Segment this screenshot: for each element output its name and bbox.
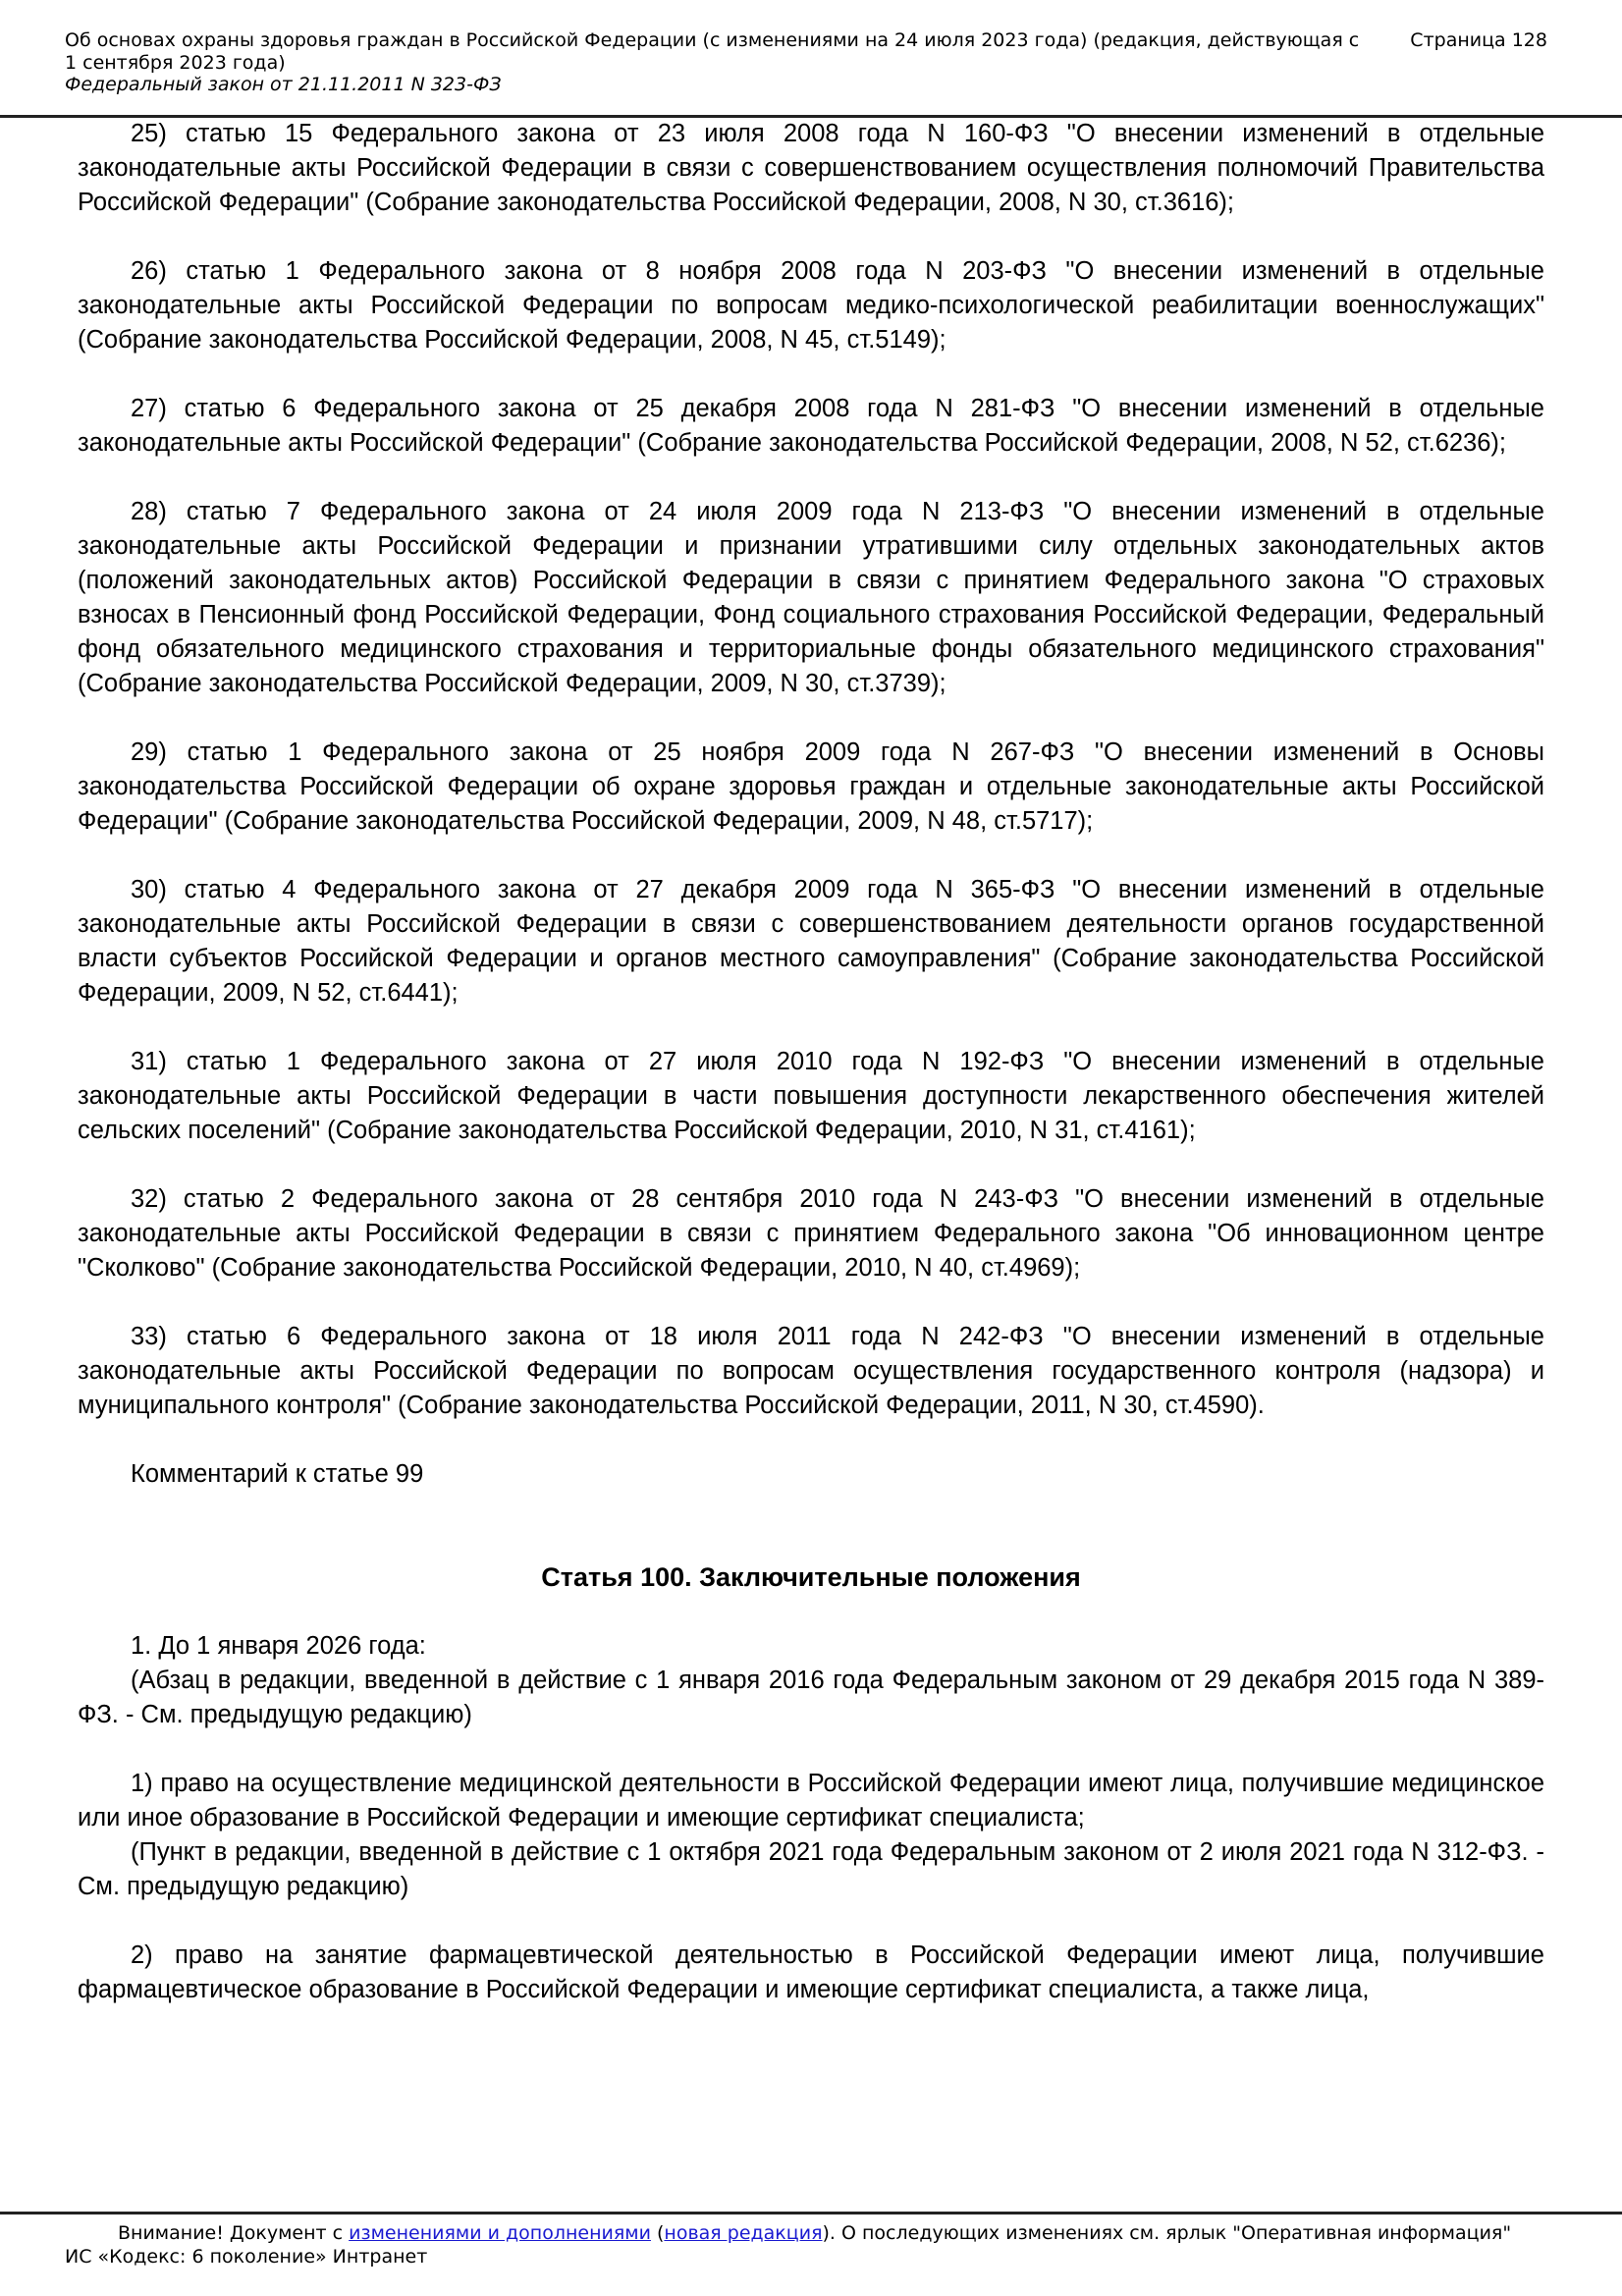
list-item-33: 33) статью 6 Федерального закона от 18 июля 2011 года N 242-ФЗ "О внесении изменений в отдельные законодательные акты Российской Федерации по вопросам осуществления государственного контроля (надзора) и муниципального контроля" (Собрание законодательства Российской Федерации, 2011, N 30, ст.4590). <box>78 1323 1544 1419</box>
page-footer <box>65 2221 1557 2269</box>
list-item-30: 30) статью 4 Федерального закона от 27 декабря 2009 года N 365-ФЗ "О внесении изменений в отдельные законодательные акты Российской Федерации в связи с совершенствованием деятельности органов государственной власти субъектов Российской Федерации и органов местного самоуправления" (Собрание законодательства Российской Федерации, 2009, N 52, ст.6441); <box>78 876 1544 1007</box>
document-title: Об основах охраны здоровья граждан в Российской Федерации (с изменениями на 24 июля 2023 года) (редакция, действующая с 1 сентября 2023 года) <box>65 29 1360 74</box>
changes-link[interactable]: изменениями и дополнениями <box>349 2222 651 2244</box>
list-item-32: 32) статью 2 Федерального закона от 28 сентября 2010 года N 243-ФЗ "О внесении изменений в отдельные законодательные акты Российской Федерации в связи с принятием Федерального закона "Об инновационном центре "Сколково" (Собрание законодательства Российской Федерации, 2010, N 40, ст.4969); <box>78 1185 1544 1282</box>
footer-divider <box>0 2212 1622 2214</box>
notice-prefix: Внимание! Документ с <box>118 2222 350 2244</box>
article-item-1: 1) право на осуществление медицинской деятельности в Российской Федерации имеют лица, получившие медицинское или иное образование в Российской Федерации и имеющие сертификат специалиста; <box>78 1770 1544 1831</box>
system-name: ИС «Кодекс: 6 поколение» Интранет <box>65 2246 428 2268</box>
edition-note-2: (Пункт в редакции, введенной в действие с 1 октября 2021 года Федеральным законом от 2 июля 2021 года N 312-ФЗ. - См. предыдущую редакцию) <box>78 1838 1544 1900</box>
edition-note-1: (Абзац в редакции, введенной в действие с 1 января 2016 года Федеральным законом от 29 декабря 2015 года N 389-ФЗ. - См. предыдущую редакцию) <box>78 1667 1544 1728</box>
paren-open: ( <box>650 2222 665 2244</box>
notice-suffix: ). О последующих изменениях см. ярлык "Оперативная информация" <box>822 2222 1512 2244</box>
page-header <box>65 29 1547 96</box>
footer-notice <box>65 2221 1557 2245</box>
document-subtitle: Федеральный закон от 21.11.2011 N 323-ФЗ <box>65 74 502 95</box>
list-item-28: 28) статью 7 Федерального закона от 24 июля 2009 года N 213-ФЗ "О внесении изменений в отдельные законодательные акты Российской Федерации и признании утратившими силу отдельных законодательных актов (положений законодательных актов) Российской Федерации в связи с принятием Федерального закона "О страховых взносах в Пенсионный фонд Российской Федерации, Фонд социального страхования Российской Федерации, Федеральный фонд обязательного медицинского страхования и территориальные фонды обязательного медицинского страхования" (Собрание законодательства Российской Федерации, 2009, N 30, ст.3739); <box>78 498 1544 697</box>
article-paragraph-1: 1. До 1 января 2026 года: <box>131 1632 426 1660</box>
list-item-29: 29) статью 1 Федерального закона от 25 ноября 2009 года N 267-ФЗ "О внесении изменений в Основы законодательства Российской Федерации об охране здоровья граждан и отдельные законодательные акты Российской Федерации" (Собрание законодательства Российской Федерации, 2009, N 48, ст.5717); <box>78 738 1544 835</box>
article-heading: Статья 100. Заключительные положения <box>541 1562 1081 1592</box>
list-item-31: 31) статью 1 Федерального закона от 27 июля 2010 года N 192-ФЗ "О внесении изменений в отдельные законодательные акты Российской Федерации в части повышения доступности лекарственного обеспечения жителей сельских поселений" (Собрание законодательства Российской Федерации, 2010, N 31, ст.4161); <box>78 1048 1544 1144</box>
article-item-2: 2) право на занятие фармацевтической деятельностью в Российской Федерации имеют лица, получившие фармацевтическое образование в Российской Федерации и имеющие сертификат специалиста, а также лица, <box>78 1941 1544 2003</box>
page-number: Страница 128 <box>1410 29 1547 51</box>
new-edition-link[interactable]: новая редакция <box>664 2222 823 2244</box>
list-item-27: 27) статью 6 Федерального закона от 25 декабря 2008 года N 281-ФЗ "О внесении изменений в отдельные законодательные акты Российской Федерации" (Собрание законодательства Российской Федерации, 2008, N 52, ст.6236); <box>78 395 1544 457</box>
comment-link[interactable]: Комментарий к статье 99 <box>131 1460 424 1488</box>
document-body <box>78 117 1544 2042</box>
list-item-26: 26) статью 1 Федерального закона от 8 ноября 2008 года N 203-ФЗ "О внесении изменений в отдельные законодательные акты Российской Федерации по вопросам медико-психологической реабилитации военнослужащих" (Собрание законодательства Российской Федерации, 2008, N 45, ст.5149); <box>78 257 1544 354</box>
list-item-25: 25) статью 15 Федерального закона от 23 июля 2008 года N 160-ФЗ "О внесении изменений в отдельные законодательные акты Российской Федерации в связи с совершенствованием осуществления полномочий Правительства Российской Федерации" (Собрание законодательства Российской Федерации, 2008, N 30, ст.3616); <box>78 120 1544 216</box>
